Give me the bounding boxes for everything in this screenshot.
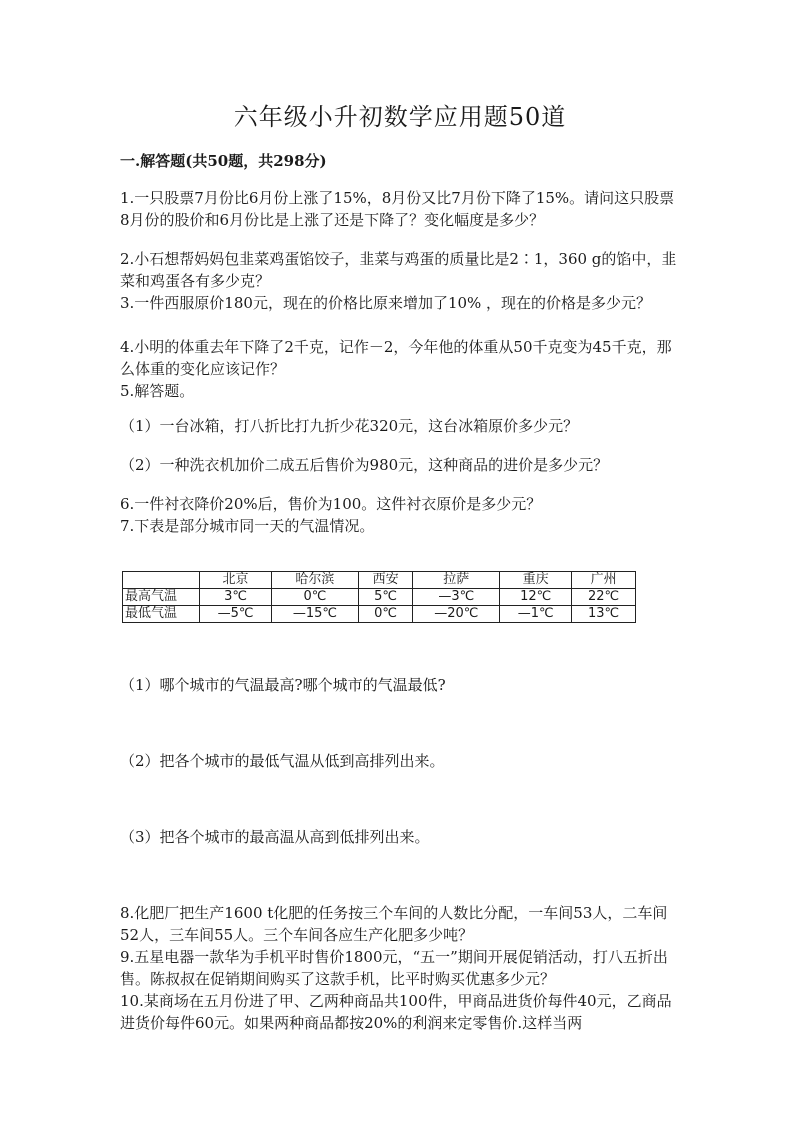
table-header-cell: 重庆 <box>500 572 572 589</box>
question-4: 4.小明的体重去年下降了2千克，记作－2，今年他的体重从50千克变为45千克，那么体重的变化应该记作？ <box>120 338 672 378</box>
table-header-cell: 哈尔滨 <box>272 572 359 589</box>
table-cell: —15℃ <box>272 606 359 623</box>
table-row-label: 最低气温 <box>123 606 200 623</box>
table-header-cell: 广州 <box>572 572 636 589</box>
table-header-cell: 北京 <box>200 572 272 589</box>
question-7: 7.下表是部分城市同一天的气温情况。 <box>120 517 375 535</box>
table-row <box>123 606 636 623</box>
question-2: 2.小石想帮妈妈包韭菜鸡蛋馅饺子，韭菜与鸡蛋的质量比是2∶1，360 g的馅中，韭菜和鸡蛋各有多少克？ <box>120 250 677 290</box>
question-6: 6.一件衬衣降价20%后，售价为100。这件衬衣原价是多少元？ <box>120 495 542 513</box>
table-cell: —3℃ <box>413 589 500 606</box>
section-heading: 一.解答题(共50题，共298分) <box>120 152 327 170</box>
question-10: 10.某商场在五月份进了甲、乙两种商品共100件，甲商品进货价每件40元，乙商品进货价每件60元。如果两种商品都按20%的利润来定零售价.这样当两 <box>120 992 672 1032</box>
table-cell: 13℃ <box>572 606 636 623</box>
table-cell: —1℃ <box>500 606 572 623</box>
question-1: 1.一只股票7月份比6月份上涨了15%，8月份又比7月份下降了15%。请问这只股票8月份的股价和6月份比是上涨了还是下降了？变化幅度是多少？ <box>120 189 675 229</box>
question-7-part-3: （3）把各个城市的最高温从高到低排列出来。 <box>120 828 430 846</box>
table-header-cell: 西安 <box>358 572 413 589</box>
table-cell: —5℃ <box>200 606 272 623</box>
question-7-part-2: （2）把各个城市的最低气温从低到高排列出来。 <box>120 752 445 770</box>
table-cell: 5℃ <box>358 589 413 606</box>
table-cell: 22℃ <box>572 589 636 606</box>
question-9: 9.五星电器一款华为手机平时售价1800元，“五一”期间开展促销活动，打八五折出售。陈叔叔在促销期间购买了这款手机，比平时购买优惠多少元？ <box>120 948 668 988</box>
question-5-part-1: （1）一台冰箱，打八折比打九折少花320元，这台冰箱原价多少元？ <box>120 417 579 435</box>
table-cell: 0℃ <box>272 589 359 606</box>
table-cell: 0℃ <box>358 606 413 623</box>
table-cell: 12℃ <box>500 589 572 606</box>
table-cell <box>123 572 200 589</box>
table-header-cell: 拉萨 <box>413 572 500 589</box>
question-5-part-2: （2）一种洗衣机加价二成五后售价为980元，这种商品的进价是多少元？ <box>120 456 609 474</box>
question-8: 8.化肥厂把生产1600 t化肥的任务按三个车间的人数比分配，一车间53人，二车间52人，三车间55人。三个车间各应生产化肥多少吨？ <box>120 904 668 944</box>
temperature-table <box>122 571 636 623</box>
table-row <box>123 589 636 606</box>
table-row <box>123 572 636 589</box>
question-3: 3.一件西服原价180元，现在的价格比原来增加了10% ，现在的价格是多少元？ <box>120 294 652 312</box>
table-cell: 3℃ <box>200 589 272 606</box>
question-5: 5.解答题。 <box>120 382 195 400</box>
question-7-part-1: （1）哪个城市的气温最高?哪个城市的气温最低? <box>120 676 446 694</box>
page-title: 六年级小升初数学应用题50道 <box>233 103 567 131</box>
table-cell: —20℃ <box>413 606 500 623</box>
table-row-label: 最高气温 <box>123 589 200 606</box>
